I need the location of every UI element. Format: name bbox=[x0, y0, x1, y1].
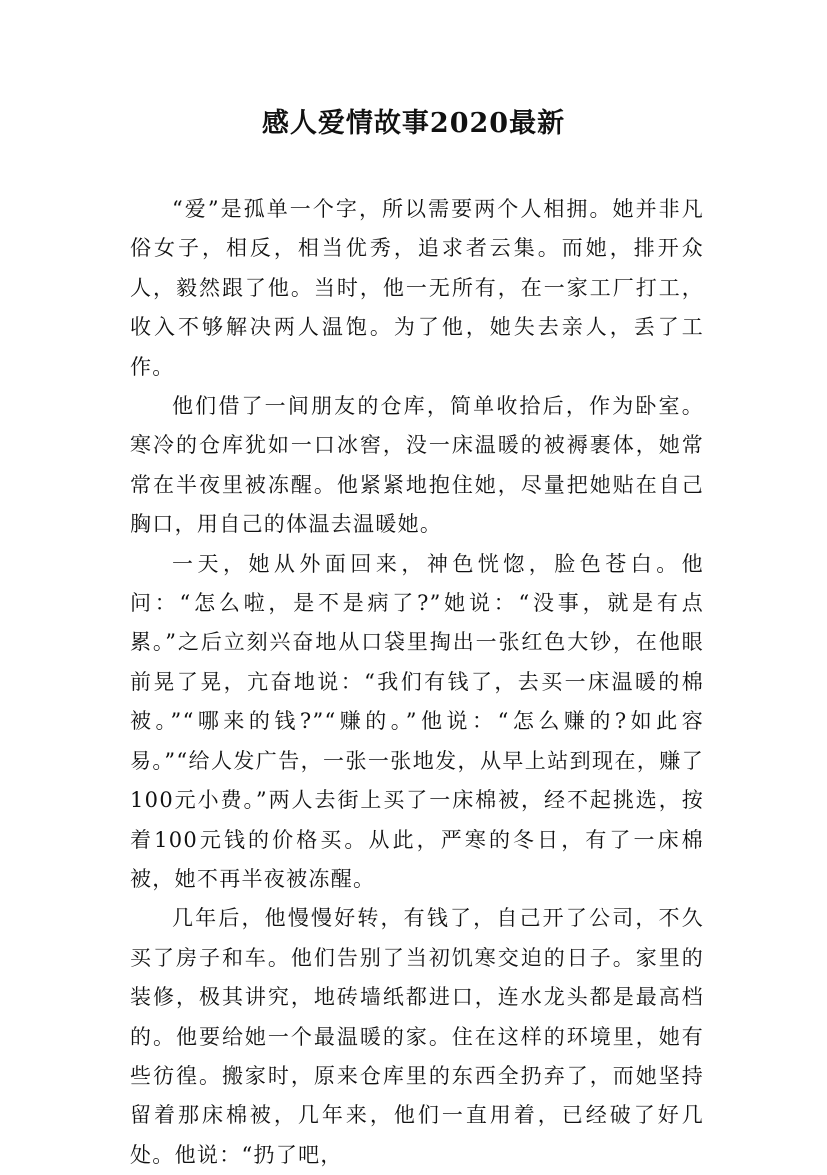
paragraph-3: 一天，她从外面回来，神色恍惚，脸色苍白。他问：“怎么啦，是不是病了?”她说：“没事，就是有点累。”之后立刻兴奋地从口袋里掏出一张红色大钞，在他眼前晃了晃，亢奋地说：“我们有钱了，去买一床温暖的棉被。”“哪来的钱?”“赚的。”他说：“怎么赚的?如此容易。”“给人发广告，一张一张地发，从早上站到现在，赚了100元小费。”两人去街上买了一床棉被，经不起挑选，按着100元钱的价格买。从此，严寒的冬日，有了一床棉被，她不再半夜被冻醒。 bbox=[130, 551, 704, 891]
paragraph-2: 他们借了一间朋友的仓库，简单收拾后，作为卧室。寒冷的仓库犹如一口冰窖，没一床温暖的被褥裹体，她常常在半夜里被冻醒。他紧紧地抱住她，尽量把她贴在自己胸口，用自己的体温去温暖她。 bbox=[130, 394, 704, 537]
document-body bbox=[130, 190, 704, 1175]
paragraph-4: 几年后，他慢慢好转，有钱了，自己开了公司，不久买了房子和车。他们告别了当初饥寒交迫的日子。家里的装修，极其讲究，地砖墙纸都进口，连水龙头都是最高档的。他要给她一个最温暖的家。住在这样的环境里，她有些彷徨。搬家时，原来仓库里的东西全扔弃了，而她坚持留着那床棉被，几年来，他们一直用着，已经破了好几处。他说：“扔了吧， bbox=[130, 906, 704, 1167]
paragraph-1: “爱”是孤单一个字，所以需要两个人相拥。她并非凡俗女子，相反，相当优秀，追求者云集。而她，排开众人，毅然跟了他。当时，他一无所有，在一家工厂打工，收入不够解决两人温饱。为了他，她失去亲人，丢了工作。 bbox=[130, 197, 704, 379]
document-title: 感人爱情故事2020最新 bbox=[261, 108, 566, 139]
